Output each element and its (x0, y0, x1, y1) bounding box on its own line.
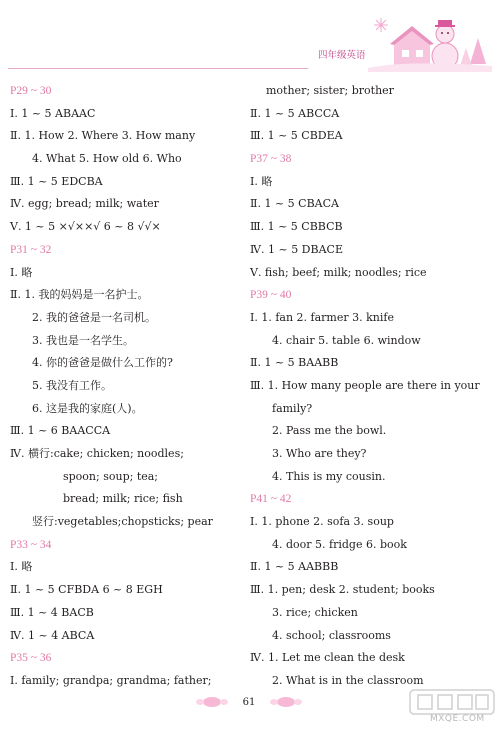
page-range-heading: P33 ~ 34 (10, 538, 52, 551)
candy-icon (196, 697, 228, 707)
answer-line: Ⅲ. 1 ~ 6 BAACCA (10, 424, 111, 438)
answer-line: 4. This is my cousin. (272, 469, 386, 483)
answer-line: 3. rice; chicken (272, 605, 358, 619)
watermark-text: MXQE.COM (430, 714, 485, 724)
answer-line: 2. What is in the classroom (272, 673, 424, 687)
answer-line: Ⅱ. 1 ~ 5 BAABB (250, 356, 339, 370)
answer-column-left (10, 80, 242, 693)
answer-line: Ⅴ. fish; beef; milk; noodles; rice (250, 265, 427, 279)
header-decoration (8, 8, 492, 72)
answer-line: Ⅱ. 1. 我的妈妈是一名护士。 (10, 288, 149, 302)
answer-line: 6. 这是我的家庭(人)。 (32, 401, 143, 415)
answer-line: Ⅱ. 1 ~ 5 CFBDA 6 ~ 8 EGH (10, 583, 163, 597)
header-rule (8, 68, 308, 69)
answer-line: Ⅳ. 横行:cake; chicken; noodles; (10, 447, 184, 460)
answer-line: family? (272, 401, 313, 415)
answer-line: Ⅱ. 1. How 2. Where 3. How many (10, 129, 196, 143)
answer-column-right (250, 80, 490, 693)
answer-line: 2. 我的爸爸是一名司机。 (32, 310, 156, 324)
answer-line: Ⅰ. 略 (250, 174, 273, 188)
answer-line: Ⅳ. 1. Let me clean the desk (250, 651, 405, 665)
answer-line: 4. chair 5. table 6. window (272, 333, 421, 347)
answer-line: 4. door 5. fridge 6. book (272, 537, 407, 551)
answer-line: 竖行:vegetables;chopsticks; pear (32, 515, 213, 529)
grade-label: 四年级英语 (318, 50, 366, 61)
page-range-heading: P31 ~ 32 (10, 243, 52, 256)
answer-line: Ⅳ. egg; bread; milk; water (10, 197, 159, 211)
answer-line: 4. What 5. How old 6. Who (32, 152, 182, 166)
answer-line: Ⅲ. 1. pen; desk 2. student; books (250, 583, 435, 597)
answer-line: Ⅰ. 1. fan 2. farmer 3. knife (250, 310, 394, 324)
answer-line: Ⅰ. 略 (10, 560, 33, 574)
tree-icon (460, 38, 486, 66)
answer-line: 4. 你的爸爸是做什么工作的? (32, 356, 173, 370)
answer-line: 3. 我也是一名学生。 (32, 333, 134, 347)
answer-line: Ⅱ. 1 ~ 5 AABBB (250, 560, 339, 574)
answer-line: Ⅳ. 1 ~ 4 ABCA (10, 628, 95, 642)
answer-line: Ⅰ. 1. phone 2. sofa 3. soup (250, 515, 394, 529)
house-icon (390, 26, 434, 66)
answer-line: 3. Who are they? (272, 447, 367, 460)
answer-line: Ⅲ. 1 ~ 5 CBDEA (250, 129, 343, 143)
answer-line: Ⅴ. 1 ~ 5 ×√××√ 6 ~ 8 √√× (10, 220, 161, 234)
answer-line: Ⅲ. 1 ~ 4 BACB (10, 605, 94, 619)
page-range-heading: P41 ~ 42 (250, 493, 292, 506)
page-number: 61 (242, 697, 256, 708)
answer-line: Ⅱ. 1 ~ 5 ABCCA (250, 106, 340, 120)
answer-line: Ⅰ. 1 ~ 5 ABAAC (10, 106, 96, 120)
answer-line: 5. 我没有工作。 (32, 378, 112, 392)
answer-line: 4. school; classrooms (272, 628, 391, 642)
answer-line: Ⅲ. 1 ~ 5 CBBCB (250, 220, 343, 234)
answer-line: Ⅳ. 1 ~ 5 DBACE (250, 242, 343, 256)
answer-line: 2. Pass me the bowl. (272, 424, 387, 438)
answer-line: Ⅱ. 1 ~ 5 CBACA (250, 197, 339, 211)
page-range-heading: P35 ~ 36 (10, 652, 52, 665)
answer-line: Ⅲ. 1 ~ 5 EDCBA (10, 174, 103, 188)
candy-icon (270, 697, 302, 707)
page-range-heading: P39 ~ 40 (250, 289, 292, 302)
snowman-icon (432, 20, 458, 69)
answer-line: bread; milk; rice; fish (63, 492, 183, 506)
page-range-heading: P37 ~ 38 (250, 153, 292, 166)
answer-line: Ⅰ. family; grandpa; grandma; father; (10, 673, 212, 687)
answer-line: mother; sister; brother (266, 84, 394, 97)
page-range-heading: P29 ~ 30 (10, 85, 52, 97)
answer-line: Ⅲ. 1. How many people are there in your (250, 378, 480, 392)
answer-line: spoon; soup; tea; (63, 469, 159, 483)
answer-line: Ⅰ. 略 (10, 265, 33, 279)
snowflake-icon (374, 18, 388, 32)
